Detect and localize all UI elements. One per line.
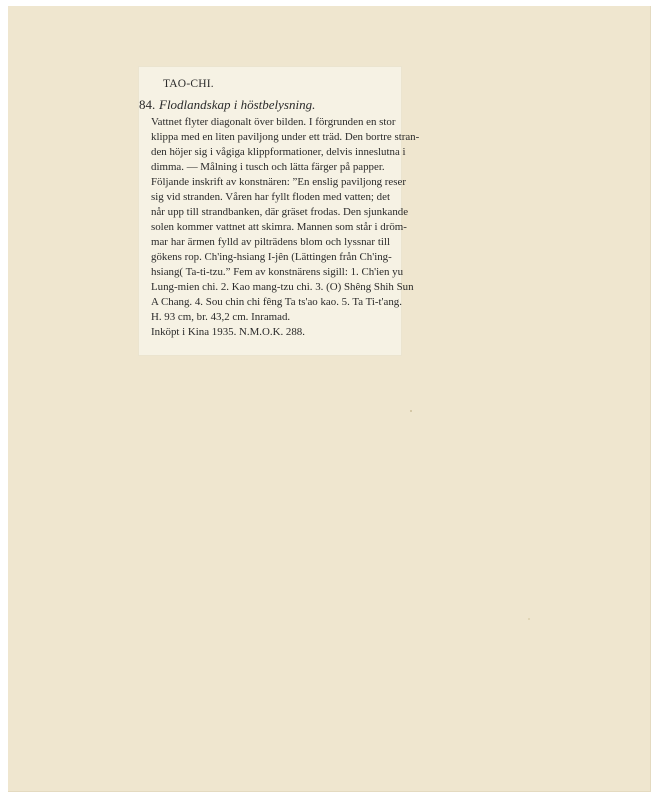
artist-name: TAO-CHI. xyxy=(163,78,214,90)
entry-heading xyxy=(139,97,390,113)
inscription-line: A Chang. 4. Sou chin chi fêng Ta ts'ao kao. 5. Ta Ti-t'ang. xyxy=(151,296,402,308)
inscription-line: solen kommer vattnet att skimra. Mannen som står i dröm- xyxy=(151,221,407,233)
dimensions-line: H. 93 cm, br. 43,2 cm. Inramad. xyxy=(151,311,291,323)
inscription-paragraph xyxy=(151,175,414,340)
inscription-line: når upp till strandbanken, där gräset frodas. Den sjunkande xyxy=(151,206,409,218)
paper-speck xyxy=(528,618,530,620)
mounting-board xyxy=(8,6,651,792)
acquisition-line: Inköpt i Kina 1935. N.M.O.K. 288. xyxy=(151,326,305,338)
paper-speck xyxy=(410,410,412,412)
description-line: den höjer sig i vågiga klippformationer, delvis inneslutna i xyxy=(151,146,406,158)
inscription-line: sig vid stranden. Våren har fyllt floden med vatten; det xyxy=(151,191,390,203)
entry-number: 84. xyxy=(139,97,156,112)
inscription-line: hsiang( Ta-ti-tzu.” Fem av konstnärens sigill: 1. Ch'ien yu xyxy=(151,266,404,278)
inscription-line: Följande inskrift av konstnären: ”En enslig paviljong reser xyxy=(151,176,406,188)
description-line: dimma. — Målning i tusch och lätta färger på papper. xyxy=(151,161,385,173)
catalogue-label xyxy=(139,67,420,355)
description-paragraph xyxy=(151,115,420,175)
inscription-line: Lung-mien chi. 2. Kao mang-tzu chi. 3. (O) Shêng Shih Sun xyxy=(151,281,414,293)
catalogue-text xyxy=(139,77,420,340)
entry-title: Flodlandskap i höstbelysning. xyxy=(159,97,316,112)
inscription-line: mar har ärmen fylld av pilträdens blom och lyssnar till xyxy=(151,236,390,248)
description-line: klippa med en liten paviljong under ett träd. Den bortre stran- xyxy=(151,131,420,143)
inscription-line: gökens rop. Ch'ing-hsiang I-jên (Lättingen från Ch'ing- xyxy=(151,251,392,263)
description-line: Vattnet flyter diagonalt över bilden. I förgrunden en stor xyxy=(151,116,396,128)
